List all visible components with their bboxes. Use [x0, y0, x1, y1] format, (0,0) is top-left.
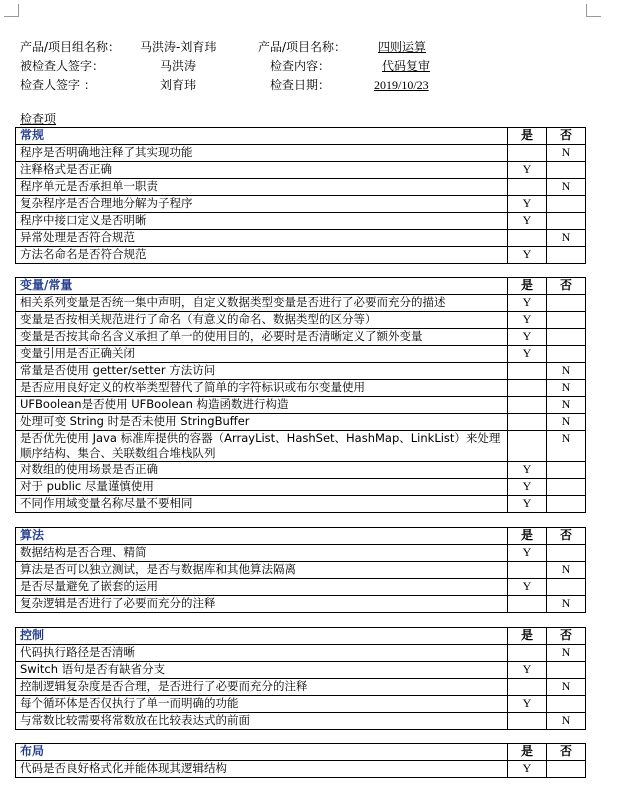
no-mark: N	[547, 380, 586, 397]
yes-mark	[508, 713, 547, 730]
review-date-label: 检查日期：	[270, 78, 331, 92]
table-row	[16, 596, 586, 613]
table-row	[16, 713, 586, 730]
yes-mark: Y	[508, 545, 547, 562]
no-mark: N	[547, 230, 586, 247]
table-row	[16, 496, 586, 513]
yes-mark	[508, 645, 547, 662]
table-row	[16, 247, 586, 264]
section-header-row	[16, 128, 586, 145]
no-mark: N	[547, 145, 586, 162]
section-title: 变量/常量	[16, 278, 508, 295]
table-row	[16, 662, 586, 679]
header-row-reviewer	[20, 76, 480, 95]
section-header-row	[16, 528, 586, 545]
yes-column-header: 是	[508, 128, 547, 145]
check-item-text: 变量引用是否正确关闭	[16, 346, 508, 363]
review-date-value: 2019/10/23	[374, 78, 429, 92]
yes-mark: Y	[508, 346, 547, 363]
table-row	[16, 545, 586, 562]
table-row	[16, 145, 586, 162]
reviewee-value: 马洪涛	[160, 59, 197, 73]
check-item-text: 代码执行路径是否清晰	[16, 645, 508, 662]
yes-mark	[508, 179, 547, 196]
project-group-label: 产品/项目组名称：	[20, 40, 121, 54]
no-mark	[547, 479, 586, 496]
table-row	[16, 295, 586, 312]
section-title: 布局	[16, 744, 508, 761]
page-corner-mark-right	[586, 4, 601, 17]
table-row	[16, 562, 586, 579]
no-mark	[547, 579, 586, 596]
check-item-text: 变量是否按其命名含义承担了单一的使用目的，必要时是否清晰定义了额外变量	[16, 329, 508, 346]
section-header-row	[16, 278, 586, 295]
page-corner-mark-left	[4, 4, 19, 17]
section-header-row	[16, 628, 586, 645]
no-mark	[547, 462, 586, 479]
no-mark	[547, 196, 586, 213]
yes-mark: Y	[508, 462, 547, 479]
table-row	[16, 230, 586, 247]
no-mark	[547, 346, 586, 363]
review-content-value: 代码复审	[382, 59, 431, 73]
yes-column-header: 是	[508, 628, 547, 645]
table-row	[16, 696, 586, 713]
no-mark: N	[547, 679, 586, 696]
check-item-text: 对数组的使用场景是否正确	[16, 462, 508, 479]
yes-mark: Y	[508, 312, 547, 329]
yes-mark	[508, 230, 547, 247]
no-column-header: 否	[547, 744, 586, 761]
checklist-table-1	[15, 277, 586, 513]
no-mark	[547, 312, 586, 329]
table-row	[16, 363, 586, 380]
no-mark: N	[547, 179, 586, 196]
checklist-table-0	[15, 127, 586, 264]
checklist-table-3	[15, 627, 586, 730]
table-row	[16, 431, 586, 462]
table-row	[16, 312, 586, 329]
no-mark	[547, 295, 586, 312]
header-row-project	[20, 38, 480, 57]
no-mark	[547, 761, 586, 778]
check-item-text: 不同作用域变量名称尽量不要相同	[16, 496, 508, 513]
no-mark	[547, 496, 586, 513]
reviewee-label: 被检查人签字：	[20, 59, 105, 73]
section-title: 控制	[16, 628, 508, 645]
table-row	[16, 196, 586, 213]
header-row-reviewee	[20, 57, 480, 76]
check-item-text: Switch 语句是否有缺省分支	[16, 662, 508, 679]
no-mark	[547, 247, 586, 264]
yes-mark	[508, 380, 547, 397]
table-row	[16, 679, 586, 696]
yes-mark	[508, 414, 547, 431]
check-item-text: 异常处理是否符合规范	[16, 230, 508, 247]
no-mark	[547, 662, 586, 679]
check-item-text: 是否尽量避免了嵌套的运用	[16, 579, 508, 596]
section-title: 常规	[16, 128, 508, 145]
check-item-text: UFBoolean是否使用 UFBoolean 构造函数进行构造	[16, 397, 508, 414]
checklist-table-4	[15, 743, 586, 778]
project-name-value: 四则运算	[378, 40, 427, 54]
no-mark: N	[547, 562, 586, 579]
no-mark: N	[547, 596, 586, 613]
yes-mark	[508, 562, 547, 579]
table-row	[16, 213, 586, 230]
check-item-text: 变量是否按相关规范进行了命名（有意义的命名、数据类型的区分等）	[16, 312, 508, 329]
table-row	[16, 397, 586, 414]
check-item-text: 与常数比较需要将常数放在比较表达式的前面	[16, 713, 508, 730]
section-header-row	[16, 744, 586, 761]
table-row	[16, 414, 586, 431]
check-item-text: 算法是否可以独立测试，是否与数据库和其他算法隔离	[16, 562, 508, 579]
check-item-text: 是否应用良好定义的枚举类型替代了简单的字符标识或布尔变量使用	[16, 380, 508, 397]
check-item-text: 每个循环体是否仅执行了单一而明确的功能	[16, 696, 508, 713]
check-item-text: 复杂逻辑是否进行了必要而充分的注释	[16, 596, 508, 613]
yes-mark: Y	[508, 696, 547, 713]
check-item-text: 程序单元是否承担单一职责	[16, 179, 508, 196]
yes-mark	[508, 145, 547, 162]
table-row	[16, 579, 586, 596]
project-group-value: 马洪涛-刘育玮	[140, 40, 217, 54]
review-content-label: 检查内容：	[270, 59, 331, 73]
check-items-title: 检查项	[20, 112, 57, 126]
yes-column-header: 是	[508, 528, 547, 545]
table-row	[16, 380, 586, 397]
no-mark: N	[547, 713, 586, 730]
yes-mark: Y	[508, 196, 547, 213]
check-item-text: 是否优先使用 Java 标准库提供的容器（ArrayList、HashSet、HashMap、LinkList）来处理顺序结构、集合、关联数组合堆栈队列	[16, 431, 508, 462]
no-mark: N	[547, 363, 586, 380]
table-row	[16, 761, 586, 778]
table-row	[16, 162, 586, 179]
table-row	[16, 346, 586, 363]
yes-mark: Y	[508, 761, 547, 778]
yes-column-header: 是	[508, 744, 547, 761]
table-row	[16, 179, 586, 196]
check-item-text: 控制逻辑复杂度是否合理，是否进行了必要而充分的注释	[16, 679, 508, 696]
no-mark	[547, 213, 586, 230]
no-mark	[547, 545, 586, 562]
yes-mark	[508, 397, 547, 414]
table-row	[16, 329, 586, 346]
check-item-text: 注释格式是否正确	[16, 162, 508, 179]
checklist-table-2	[15, 527, 586, 613]
no-mark: N	[547, 645, 586, 662]
yes-mark: Y	[508, 662, 547, 679]
yes-mark: Y	[508, 162, 547, 179]
no-mark: N	[547, 414, 586, 431]
check-item-text: 处理可变 String 时是否未使用 StringBuffer	[16, 414, 508, 431]
yes-mark: Y	[508, 247, 547, 264]
check-item-text: 数据结构是否合理、精简	[16, 545, 508, 562]
check-item-text: 常量是否使用 getter/setter 方法访问	[16, 363, 508, 380]
no-column-header: 否	[547, 128, 586, 145]
check-item-text: 程序是否明确地注释了其实现功能	[16, 145, 508, 162]
check-item-text: 相关系列变量是否统一集中声明，自定义数据类型变量是否进行了必要而充分的描述	[16, 295, 508, 312]
project-name-label: 产品/项目名称：	[258, 40, 347, 54]
yes-mark	[508, 679, 547, 696]
table-row	[16, 462, 586, 479]
no-mark	[547, 329, 586, 346]
yes-mark: Y	[508, 213, 547, 230]
section-title: 算法	[16, 528, 508, 545]
table-row	[16, 479, 586, 496]
reviewer-value: 刘育玮	[160, 78, 197, 92]
yes-mark	[508, 363, 547, 380]
no-mark	[547, 696, 586, 713]
check-item-text: 复杂程序是否合理地分解为子程序	[16, 196, 508, 213]
no-mark: N	[547, 431, 586, 462]
no-column-header: 否	[547, 278, 586, 295]
yes-mark	[508, 596, 547, 613]
no-column-header: 否	[547, 628, 586, 645]
yes-mark: Y	[508, 496, 547, 513]
no-column-header: 否	[547, 528, 586, 545]
yes-column-header: 是	[508, 278, 547, 295]
yes-mark: Y	[508, 579, 547, 596]
reviewer-label: 检查人签字 ：	[20, 78, 96, 92]
yes-mark: Y	[508, 295, 547, 312]
yes-mark: Y	[508, 479, 547, 496]
yes-mark: Y	[508, 329, 547, 346]
check-item-text: 对于 public 尽量谨慎使用	[16, 479, 508, 496]
check-item-text: 程序中接口定义是否明晰	[16, 213, 508, 230]
no-mark: N	[547, 397, 586, 414]
check-item-text: 代码是否良好格式化并能体现其逻辑结构	[16, 761, 508, 778]
yes-mark	[508, 431, 547, 462]
no-mark	[547, 162, 586, 179]
table-row	[16, 645, 586, 662]
document-header	[20, 38, 480, 95]
check-item-text: 方法名命名是否符合规范	[16, 247, 508, 264]
